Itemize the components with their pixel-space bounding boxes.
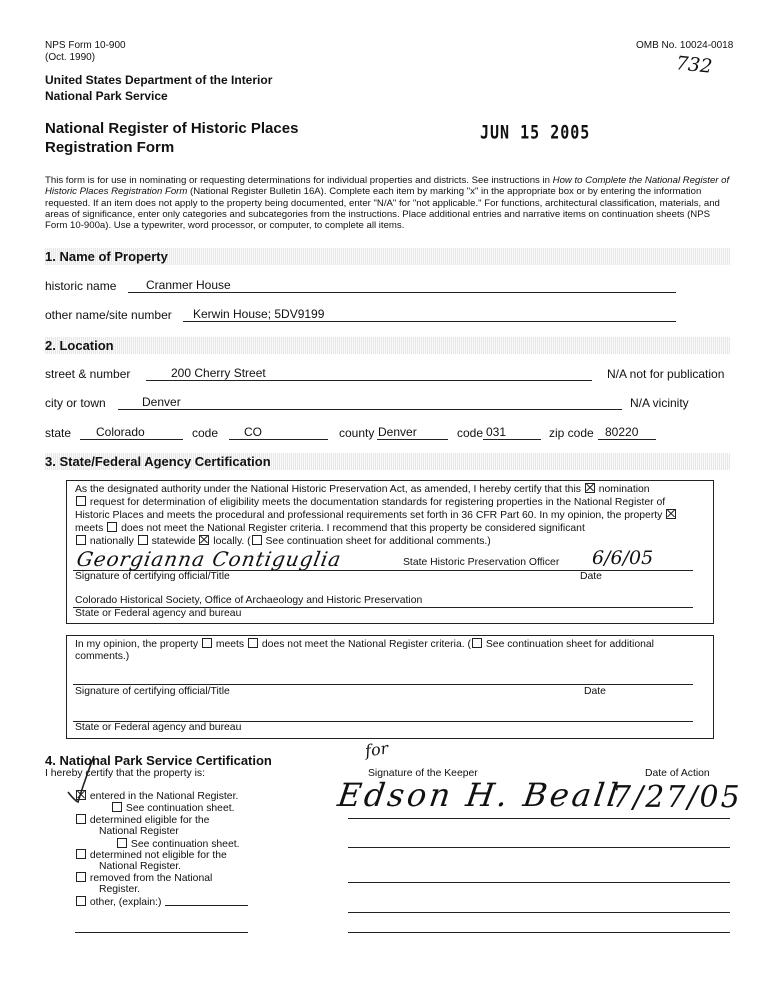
cert-line-5: nationally statewide locally. ( See continuation sheet for additional comments.) [75,535,491,548]
county-value: Denver [378,425,417,439]
signature-line-2[interactable] [73,684,693,685]
received-date-stamp: JUN 15 2005 [480,120,591,144]
vicinity: N/A vicinity [630,396,689,410]
opinion-meets-checkbox[interactable] [202,638,212,648]
continuation-sheet-checkbox[interactable] [252,535,262,545]
removed-checkbox[interactable] [76,872,86,882]
city-label: city or town [45,396,106,410]
street-field[interactable] [146,380,592,381]
other-name-label: other name/site number [45,308,172,322]
form-date: (Oct. 1990) [45,52,96,63]
property-meets-checkbox-mark[interactable] [666,509,676,519]
keeper-line-4[interactable] [348,912,730,913]
cert-line-4: meets does not meet the National Register criteria. I recommend that this property be considered significant [75,523,585,534]
county-code-field[interactable] [483,439,541,440]
keeper-line-2[interactable] [348,847,730,848]
keeper-signature-label: Signature of the Keeper [368,768,478,779]
cert-line-1: As the designated authority under the National Historic Preservation Act, as amended, I hereby certify that this nomination [75,484,650,495]
signature-title-label: Signature of certifying official/Title [75,571,230,582]
not-eligible-checkbox[interactable] [76,849,86,859]
state-value: Colorado [96,425,145,439]
county-label: county [339,426,375,440]
option-not-eligible-line2: National Register. [99,861,182,872]
date-label: Date [580,571,602,582]
historic-name-field[interactable] [128,292,676,293]
section-3-header: 3. State/Federal Agency Certification [45,453,730,470]
does-not-meet-checkbox[interactable] [107,522,117,532]
eligible-checkbox[interactable] [76,814,86,824]
state-code-value: CO [244,425,262,439]
opinion-line-1: In my opinion, the property meets does not meet the National Register criteria. ( See continuation sheet for additional [75,639,654,650]
option-other: other, (explain:) [75,896,162,909]
keeper-line-1[interactable] [348,818,730,819]
officer-title: State Historic Preservation Officer [403,557,560,568]
certify-statement: I hereby certify that the property is: [45,768,205,779]
handwritten-ref: 732 [674,52,714,78]
county-code-label: code [457,426,484,440]
not-for-publication: N/A not for publication [607,367,725,381]
historic-name-value: Cranmer House [146,278,231,292]
entered-continuation-checkbox[interactable] [112,802,122,812]
zip-label: zip code [549,426,594,440]
state-label: state [45,426,72,440]
option-eligible: determined eligible for the [75,814,209,827]
nomination-checkbox[interactable] [585,483,595,493]
statewide-checkbox[interactable] [138,535,148,545]
historic-name-label: historic name [45,279,117,293]
option-not-eligible: determined not eligible for the [75,849,227,862]
handwritten-check-mark-icon [60,752,110,804]
state-code-label: code [192,426,219,440]
section-1-header: 1. Name of Property [45,248,730,265]
keeper-for-annotation: for [363,738,390,761]
keeper-line-5[interactable] [348,932,730,933]
option-entered: entered in the National Register. [75,790,238,803]
date-of-action-value: 7/27/05 [612,780,742,815]
option-eligible-continuation: See continuation sheet. [116,838,240,851]
request-determination-checkbox[interactable] [76,496,86,506]
state-field[interactable] [80,439,183,440]
city-value: Denver [142,395,181,409]
option-entered-continuation: See continuation sheet. [111,802,235,815]
other-explain-line[interactable] [75,932,248,933]
other-explain-field[interactable] [165,905,248,906]
date-label-2: Date [584,686,606,697]
option-removed-line2: Register. [99,884,141,895]
form-number: NPS Form 10-900 [45,40,126,51]
county-field[interactable] [377,439,448,440]
other-name-value: Kerwin House; 5DV9199 [193,307,325,321]
section-2-header: 2. Location [45,337,730,354]
street-value: 200 Cherry Street [171,366,266,380]
certification-date: 6/6/05 [592,547,654,569]
opinion-not-meet-checkbox[interactable] [248,638,258,648]
county-code-value: 031 [486,425,507,439]
instructions-paragraph: This form is for use in nominating or requesting determinations for individual properties and districts. See instructions in How to Complete the National Register of Historic Places Registration Form (National Register Bulletin 16A). Complete each item by marking "x" in the appropriate box or by entering the information requested. If an item does not apply to the property being documented, enter "N/A" for "not applicable." For functions, architectural classification, materials, and areas of significance, enter only categories and subcategories from the instructions. Place additional entries and narrative items on continuation sheets (NPS Form 10-900a). Use a typewriter, word processor, or computer, to complete all items. [45,175,730,232]
option-removed: removed from the National [75,872,212,885]
keeper-line-3[interactable] [348,882,730,883]
omb-number: OMB No. 10024-0018 [636,40,734,51]
state-certification-box [66,480,714,624]
department: United States Department of the Interior [45,73,273,87]
option-eligible-line2: National Register [99,826,179,837]
keeper-signature: Edson H. Beall [335,776,624,814]
agency-label: State or Federal agency and bureau [75,608,242,619]
state-code-field[interactable] [229,439,328,440]
agency-label-2: State or Federal agency and bureau [75,722,242,733]
agency-value: Colorado Historical Society, Office of Archaeology and Historic Preservation [75,595,423,606]
cert-line-3: Historic Places and meets the procedural and professional requirements set forth in 36 CFR Part 60. In my opinion, the property [75,509,677,522]
commenting-official-box [66,635,714,739]
locally-checkbox[interactable] [199,535,209,545]
date-of-action-label: Date of Action [645,768,710,779]
city-field[interactable] [118,409,622,410]
opinion-continuation-checkbox[interactable] [472,638,482,648]
eligible-continuation-checkbox[interactable] [117,838,127,848]
opinion-line-2: comments.) [75,651,130,662]
other-checkbox[interactable] [76,896,86,906]
zip-value: 80220 [605,425,639,439]
form-title-line1: National Register of Historic Places [45,120,299,137]
form-title-line2: Registration Form [45,139,175,156]
certifying-signature: Georgianna Contiguglia [74,547,344,571]
cert-line-2: request for determination of eligibility meets the documentation standards for registering properties in the National Register of [75,496,665,509]
signature-title-label-2: Signature of certifying official/Title [75,686,230,697]
section-4-header: 4. National Park Service Certification [45,753,272,768]
zip-field[interactable] [598,439,656,440]
other-name-field[interactable] [183,321,676,322]
street-label: street & number [45,367,131,381]
nationally-checkbox[interactable] [76,535,86,545]
service: National Park Service [45,89,168,103]
